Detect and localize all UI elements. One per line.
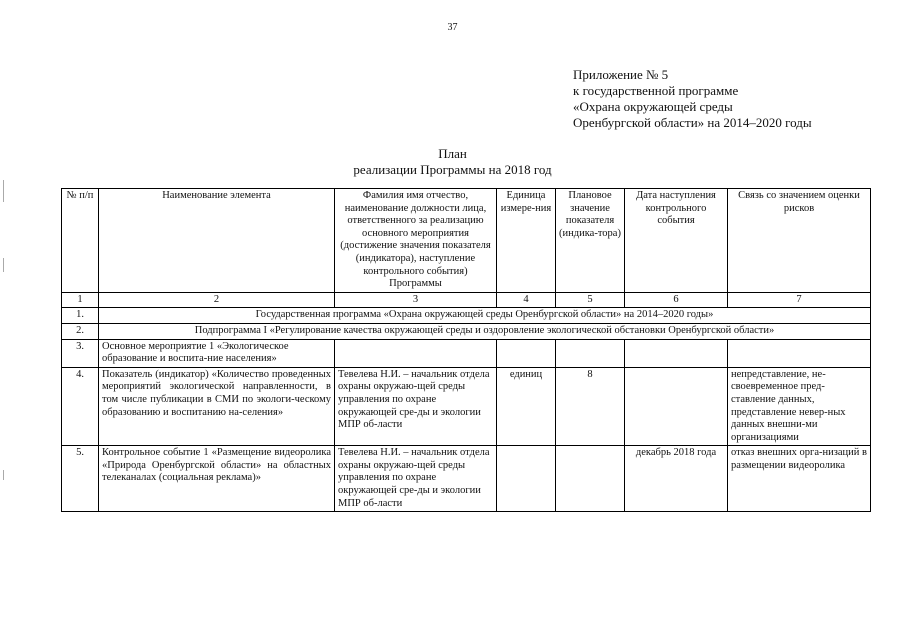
appendix-line-3: «Охрана окружающей среды	[573, 99, 733, 114]
row-num: 5.	[62, 446, 99, 512]
row-date	[625, 367, 728, 446]
row-unit	[497, 446, 556, 512]
row-unit: единиц	[497, 367, 556, 446]
appendix-line-1: Приложение № 5	[573, 67, 669, 82]
row-unit	[497, 339, 556, 367]
row-person	[335, 339, 497, 367]
table-row	[62, 339, 871, 367]
col-number: 3	[335, 292, 497, 308]
col-number: 4	[497, 292, 556, 308]
col-number: 6	[625, 292, 728, 308]
row-date	[625, 339, 728, 367]
row-plan	[556, 446, 625, 512]
scan-margin-mark	[3, 258, 4, 272]
plan-table	[61, 188, 871, 512]
program-row	[62, 308, 871, 324]
row-person: Тевелева Н.И. – начальник отдела охраны окружаю-щей среды управления по охране окружающей сре-ды и экологии МПР об-ласти	[335, 367, 497, 446]
header-risk: Связь со значением оценки рисков	[728, 189, 871, 293]
scan-margin-mark	[3, 180, 4, 202]
row-risk: отказ внешних орга-низаций в размещении видеоролика	[728, 446, 871, 512]
subprogram-row-text: Подпрограмма I «Регулирование качества окружающей среды и оздоровление экологической обстановки Оренбургской области»	[99, 323, 871, 339]
program-row-num: 1.	[62, 308, 99, 324]
page-number: 37	[447, 22, 458, 33]
row-person: Тевелева Н.И. – начальник отдела охраны окружаю-щей среды управления по охране окружающей сре-ды и экологии МПР об-ласти	[335, 446, 497, 512]
header-date: Дата наступления контрольного события	[625, 189, 728, 293]
row-plan: 8	[556, 367, 625, 446]
table-row	[62, 367, 871, 446]
row-date: декабрь 2018 года	[625, 446, 728, 512]
row-name: Показатель (индикатор) «Количество проведенных мероприятий экологической направленности, в том числе публикации в СМИ по экологи-ческому образованию и воспитанию на-селения»	[99, 367, 335, 446]
document-title	[0, 146, 905, 178]
appendix-line-2: к государственной программе	[573, 83, 739, 98]
appendix-line-4: Оренбургской области» на 2014–2020 годы	[573, 115, 812, 130]
subprogram-row	[62, 323, 871, 339]
col-number: 1	[62, 292, 99, 308]
row-plan	[556, 339, 625, 367]
appendix-block	[573, 67, 812, 131]
row-risk: непредставление, не-своевременное пред-ставление данных, представление невер-ных данных внешни-ми организациями	[728, 367, 871, 446]
col-number: 2	[99, 292, 335, 308]
table-row	[62, 446, 871, 512]
header-name: Наименование элемента	[99, 189, 335, 293]
col-number: 5	[556, 292, 625, 308]
subprogram-row-num: 2.	[62, 323, 99, 339]
header-plan: Плановое значение показателя (индика-тора)	[556, 189, 625, 293]
program-row-text: Государственная программа «Охрана окружающей среды Оренбургской области» на 2014–2020 годы»	[99, 308, 871, 324]
header-person: Фамилия имя отчество, наименование должности лица, ответственного за реализацию основного мероприятия (достижение значения показателя (индикатора), наступление контрольного события) Программы	[335, 189, 497, 293]
row-num: 4.	[62, 367, 99, 446]
row-name: Контрольное событие 1 «Размещение видеоролика «Природа Оренбургской области» на областных телеканалах (социальная реклама)»	[99, 446, 335, 512]
header-unit: Единица измере-ния	[497, 189, 556, 293]
title-line-2: реализации Программы на 2018 год	[353, 162, 552, 177]
row-num: 3.	[62, 339, 99, 367]
title-line-1: План	[438, 146, 467, 161]
header-num: № п/п	[62, 189, 99, 293]
scan-margin-mark	[3, 470, 4, 480]
row-name: Основное мероприятие 1 «Экологическое образование и воспита-ние населения»	[99, 339, 335, 367]
col-number: 7	[728, 292, 871, 308]
row-risk	[728, 339, 871, 367]
table-header-row	[62, 189, 871, 293]
column-number-row	[62, 292, 871, 308]
